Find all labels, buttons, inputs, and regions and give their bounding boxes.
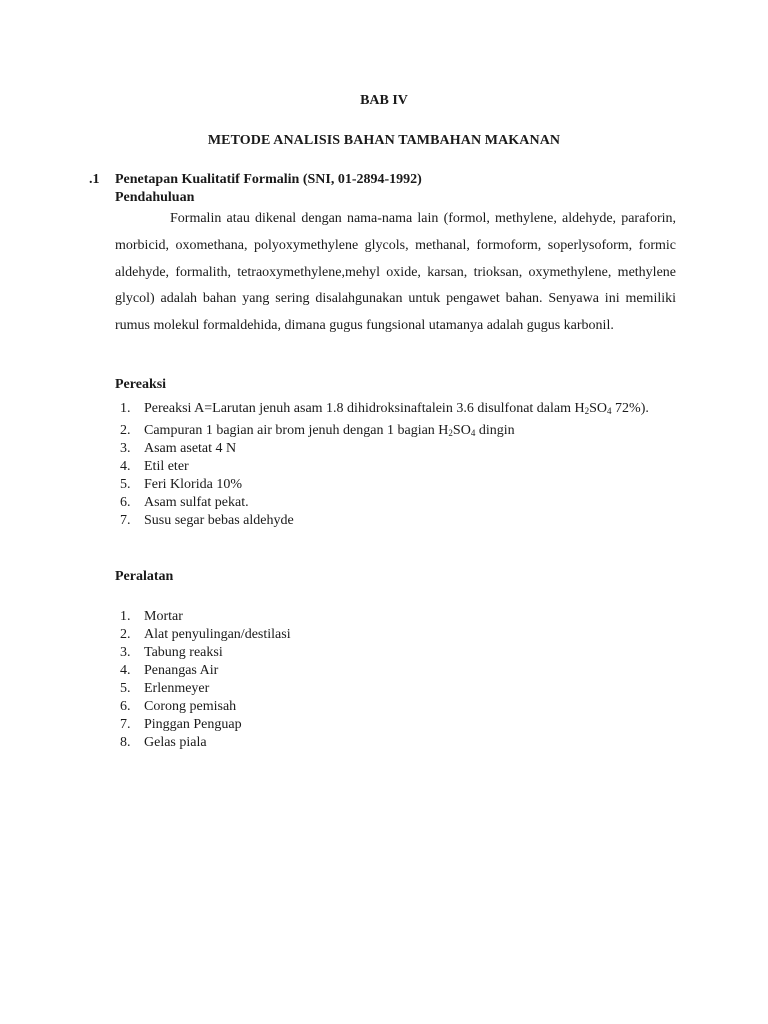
section-title: Penetapan Kualitatif Formalin (SNI, 01-2894-1992) bbox=[115, 172, 422, 187]
list-item bbox=[115, 458, 676, 476]
intro-heading: Pendahuluan bbox=[115, 190, 195, 205]
item-text: Erlenmeyer bbox=[144, 681, 210, 696]
list-item bbox=[115, 440, 676, 458]
item-text bbox=[144, 401, 649, 416]
item-text-part: 72%). bbox=[611, 401, 649, 416]
item-text-part: Campuran 1 bagian air brom jenuh dengan 1 bagian H bbox=[144, 423, 449, 438]
item-text: Feri Klorida 10% bbox=[144, 477, 242, 492]
item-number: 6. bbox=[120, 699, 131, 714]
item-text-part: SO bbox=[589, 401, 608, 416]
item-number: 5. bbox=[120, 477, 131, 492]
item-text: Asam sulfat pekat. bbox=[144, 495, 249, 510]
equipment-heading: Peralatan bbox=[115, 569, 174, 584]
subscript: 4 bbox=[607, 406, 612, 416]
item-number: 1. bbox=[120, 609, 131, 624]
list-item bbox=[115, 608, 676, 626]
item-text: Penangas Air bbox=[144, 663, 219, 678]
item-number: 2. bbox=[120, 423, 131, 438]
list-item bbox=[115, 476, 676, 494]
list-item bbox=[115, 626, 676, 644]
list-item bbox=[115, 512, 676, 530]
list-item bbox=[115, 734, 676, 752]
item-number: 2. bbox=[120, 627, 131, 642]
list-item bbox=[115, 396, 676, 422]
item-number: 3. bbox=[120, 645, 131, 660]
item-text: Asam asetat 4 N bbox=[144, 441, 237, 456]
item-text: Corong pemisah bbox=[144, 699, 237, 714]
item-number: 1. bbox=[120, 401, 131, 416]
item-number: 8. bbox=[120, 735, 131, 750]
list-item bbox=[115, 494, 676, 512]
list-item bbox=[115, 644, 676, 662]
item-number: 7. bbox=[120, 513, 131, 528]
item-text: Tabung reaksi bbox=[144, 645, 223, 660]
chapter-heading: BAB IV bbox=[360, 93, 408, 108]
item-number: 6. bbox=[120, 495, 131, 510]
reagents-heading: Pereaksi bbox=[115, 377, 167, 392]
item-text: Gelas piala bbox=[144, 735, 207, 750]
intro-paragraph: Formalin atau dikenal dengan nama-nama lain (formol, methylene, aldehyde, paraforin, morbicid, oxomethana, polyoxymethylene glycols, methanal, formoform, soperlysoform, formic aldehyde, formalith, tetraoxymethylene,mehyl oxide, karsan, trioksan, oxymethylene, methylene glycol) adalah bahan yang sering disalahgunakan untuk pengawet bahan. Senyawa ini memiliki rumus molekul formaldehida, dimana gugus fungsional utamanya adalah gugus karbonil. bbox=[115, 211, 676, 334]
list-item bbox=[115, 422, 676, 440]
chapter-title: METODE ANALISIS BAHAN TAMBAHAN MAKANAN bbox=[207, 133, 561, 148]
item-number: 4. bbox=[120, 663, 131, 678]
item-number: 5. bbox=[120, 681, 131, 696]
item-text-part: SO bbox=[452, 423, 471, 438]
item-text: Pinggan Penguap bbox=[144, 717, 242, 732]
equipment-list bbox=[115, 608, 676, 752]
subscript: 2 bbox=[584, 406, 590, 416]
item-number: 7. bbox=[120, 717, 131, 732]
list-item bbox=[115, 680, 676, 698]
item-text: Etil eter bbox=[144, 459, 189, 474]
section-number: .1 bbox=[89, 172, 100, 187]
subscript: 4 bbox=[470, 428, 476, 438]
list-item bbox=[115, 716, 676, 734]
list-item bbox=[115, 662, 676, 680]
item-text-part: Pereaksi A=Larutan jenuh asam 1.8 dihidroksinaftalein 3.6 disulfonat dalam H bbox=[144, 401, 585, 416]
item-text-part: dingin bbox=[475, 423, 515, 438]
item-text: Susu segar bebas aldehyde bbox=[144, 513, 294, 528]
item-text bbox=[144, 423, 515, 438]
reagents-list bbox=[115, 396, 676, 530]
item-number: 4. bbox=[120, 459, 131, 474]
item-text: Mortar bbox=[144, 609, 183, 624]
item-number: 3. bbox=[120, 441, 131, 456]
subscript: 2 bbox=[448, 428, 453, 438]
list-item bbox=[115, 698, 676, 716]
item-text: Alat penyulingan/destilasi bbox=[144, 627, 291, 642]
